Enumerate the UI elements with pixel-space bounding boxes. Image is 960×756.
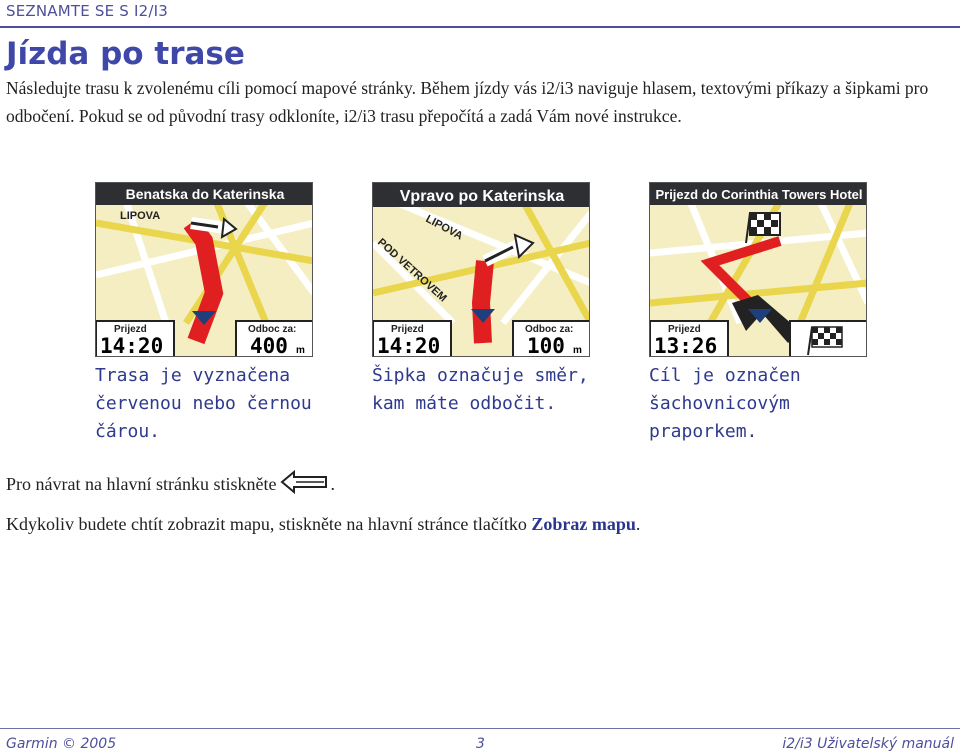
turn-label: Odboc za: — [525, 324, 574, 335]
arrival-label: Prijezd — [114, 324, 147, 335]
page-number: 3 — [476, 736, 485, 752]
caption-destination: Cíl je označen šachovnicovým praporkem. — [649, 365, 801, 442]
return-text: Pro návrat na hlavní stránku stiskněte — [6, 474, 277, 494]
arrival-label: Prijezd — [391, 324, 424, 335]
back-arrow-icon — [280, 470, 328, 499]
caption-route: Trasa je vyznačena červenou nebo černou čárou. — [95, 365, 312, 442]
turn-label: Odboc za: — [248, 324, 297, 335]
map-screenshot-destination — [649, 182, 867, 357]
footer-manual-title: i2/i3 Uživatelský manuál — [782, 736, 954, 752]
street-label: LIPOVA — [423, 213, 465, 243]
section-header: SEZNAMTE SE S I2/I3 — [6, 2, 168, 20]
arrival-time: 14:20 — [377, 334, 441, 357]
return-period: . — [330, 474, 335, 494]
turn-unit: m — [573, 345, 582, 356]
turn-distance: 400 — [250, 334, 288, 357]
turn-distance: 100 — [527, 334, 565, 357]
arrival-time: 13:26 — [654, 334, 718, 357]
map-period: . — [635, 514, 641, 534]
intro-paragraph: Následujte trasu k zvolenému cíli pomocí mapové stránky. Během jízdy vás i2/i3 naviguje hlasem, textovými příkazy a šipkami pro odbočení. Pokud se od původní trasy odkloníte, i2/i3 trasu přepočítá a zadá Vám nové instrukce. — [6, 78, 929, 126]
map-screenshot-route — [95, 182, 313, 357]
screen-banner: Prijezd do Corinthia Towers Hotel — [655, 187, 863, 202]
header-divider — [0, 26, 960, 28]
map-screenshot-arrow — [372, 182, 590, 357]
caption-arrow: Šipka označuje směr, kam máte odbočit. — [372, 365, 589, 414]
arrival-label: Prijezd — [668, 324, 701, 335]
footer-divider — [0, 728, 960, 729]
footer-copyright: Garmin © 2005 — [6, 736, 117, 752]
map-instruction — [6, 514, 640, 535]
screen-banner: Benatska do Katerinska — [125, 186, 285, 202]
return-instruction — [6, 470, 335, 499]
street-label-2: POD VETROVEM — [374, 236, 449, 305]
screen-banner: Vpravo po Katerinska — [399, 188, 565, 205]
show-map-button-label: Zobraz mapu — [531, 514, 636, 534]
map-text: Kdykoliv budete chtít zobrazit mapu, stiskněte na hlavní stránce tlačítko — [6, 514, 527, 534]
page-title: Jízda po trase — [6, 36, 245, 72]
turn-unit: m — [296, 345, 305, 356]
street-label: LIPOVA — [120, 210, 161, 222]
arrival-time: 14:20 — [100, 334, 164, 357]
